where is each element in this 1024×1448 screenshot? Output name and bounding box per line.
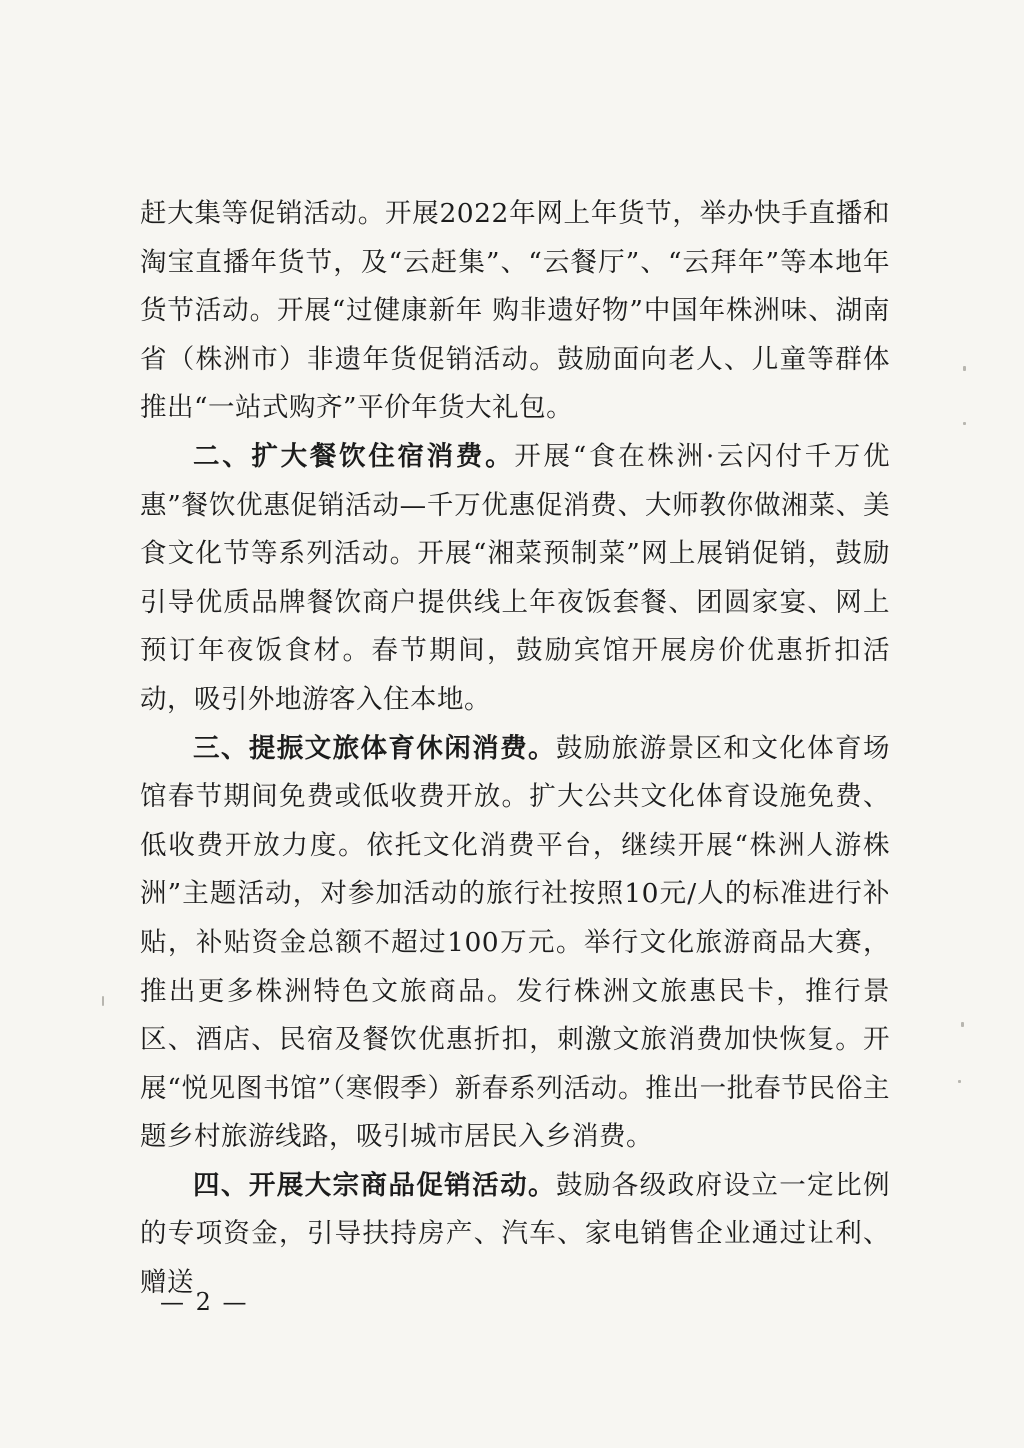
scan-speck — [963, 422, 966, 425]
paragraph-bulk-goods — [140, 1162, 890, 1308]
page-number: — 2 — — [160, 1288, 249, 1316]
scan-speck — [958, 1080, 961, 1083]
section-heading: 三、提振文旅体育休闲消费。 — [193, 732, 556, 764]
paragraph-text: 鼓励各级政府设立一定比例的专项资金，引导扶持房产、汽车、家电销售企业通过让利、赠送 — [140, 1169, 891, 1299]
paragraph-catering — [140, 433, 890, 725]
paragraph-text: 赶大集等促销活动。开展2022年网上年货节，举办快手直播和淘宝直播年货节，及“云赶集”、“云餐厅”、“云拜年”等本地年货节活动。开展“过健康新年 购非遗好物”中国年株洲味、湖南省（株洲市）非遗年货促销活动。鼓励面向老人、儿童等群体推出“一站式购齐”平价年货大礼包。 — [140, 198, 890, 424]
scan-speck — [102, 996, 104, 1006]
document-body — [140, 190, 890, 1308]
section-heading: 四、开展大宗商品促销活动。 — [193, 1169, 556, 1201]
paragraph-text: 开展“食在株洲·云闪付千万优惠”餐饮优惠促销活动—千万优惠促消费、大师教你做湘菜、美食文化节等系列活动。开展“湘菜预制菜”网上展销促销，鼓励引导优质品牌餐饮商户提供线上年夜饭套餐、团圆家宴、网上预订年夜饭食材。春节期间，鼓励宾馆开展房价优惠折扣活动，吸引外地游客入住本地。 — [140, 440, 891, 715]
scan-speck — [961, 1022, 964, 1027]
section-heading: 二、扩大餐饮住宿消费。 — [193, 440, 515, 472]
paragraph-continuation — [140, 190, 890, 433]
paragraph-culture-tourism — [140, 725, 890, 1162]
paragraph-text: 鼓励旅游景区和文化体育场馆春节期间免费或低收费开放。扩大公共文化体育设施免费、低收费开放力度。依托文化消费平台，继续开展“株洲人游株洲”主题活动，对参加活动的旅行社按照10元/人的标准进行补贴，补贴资金总额不超过100万元。举行文化旅游商品大赛，推出更多株洲特色文旅商品。发行株洲文旅惠民卡，推行景区、酒店、民宿及餐饮优惠折扣，刺激文旅消费加快恢复。开展“悦见图书馆”（寒假季）新春系列活动。推出一批春节民俗主题乡村旅游线路，吸引城市居民入乡消费。 — [140, 732, 891, 1153]
scan-speck — [963, 366, 966, 371]
